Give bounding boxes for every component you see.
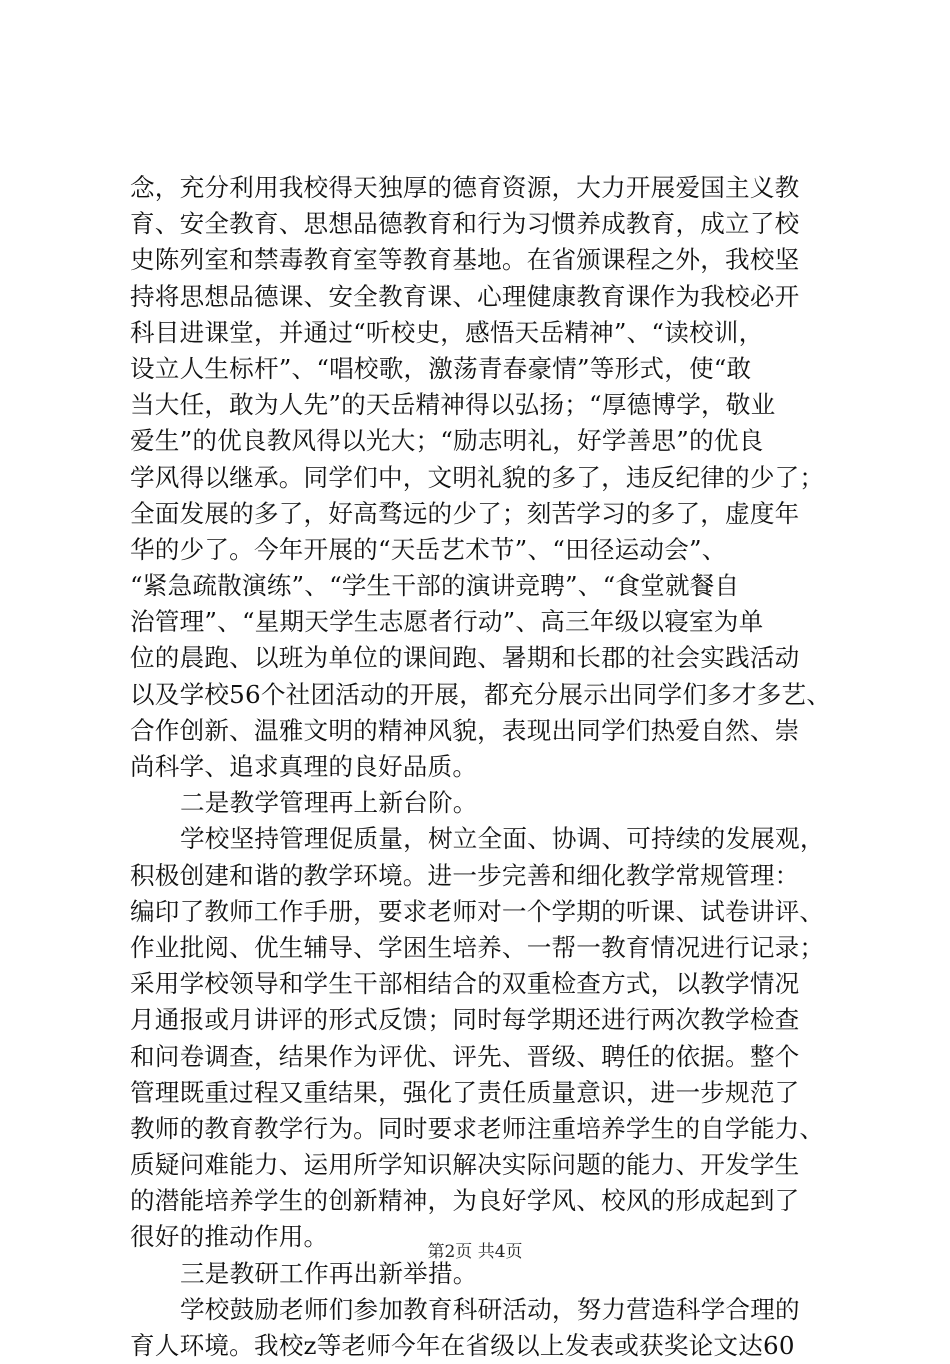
text-line: 积极创建和谐的教学环境。进一步完善和细化教学常规管理： — [130, 860, 800, 890]
text-line: 编印了教师工作手册，要求老师对一个学期的听课、试卷讲评、 — [130, 896, 825, 926]
text-line: 学校坚持管理促质量，树立全面、协调、可持续的发展观， — [180, 824, 825, 854]
text-line: 尚科学、追求真理的良好品质。 — [130, 752, 478, 781]
text-line: 华的少了。今年开展的“天岳艺术节”、“田径运动会”、 — [130, 534, 727, 564]
text-line: 月通报或月讲评的形式反馈；同时每学期还进行两次教学检查 — [130, 1005, 800, 1035]
text-line: 以及学校56个社团活动的开展，都充分展示出同学们多才多艺、 — [130, 679, 832, 709]
body-text — [130, 170, 834, 1364]
text-line: 念，充分利用我校得天独厚的德育资源，大力开展爱国主义教 — [130, 173, 800, 202]
text-line: 的潜能培养学生的创新精神，为良好学风、校风的形成起到了 — [130, 1186, 800, 1216]
text-line: 全面发展的多了，好高骛远的少了；刻苦学习的多了，虚度年 — [130, 498, 800, 528]
text-line: “紧急疏散演练”、“学生干部的演讲竞聘”、“食堂就餐自 — [130, 571, 740, 601]
text-line: 位的晨跑、以班为单位的课间跑、暑期和长郡的社会实践活动 — [130, 643, 800, 673]
text-line: 质疑问难能力、运用所学知识解决实际问题的能力、开发学生 — [130, 1150, 800, 1180]
text-line: 当大任，敢为人先”的天岳精神得以弘扬；“厚德博学，敬业 — [130, 390, 776, 420]
page-number-footer: 第2页 共4页 — [427, 1242, 523, 1262]
text-line: 管理既重过程又重结果，强化了责任质量意识，进一步规范了 — [130, 1077, 800, 1107]
text-line: 科目进课堂，并通过“听校史，感悟天岳精神”、“读校训， — [130, 317, 764, 347]
text-line: 二是教学管理再上新台阶。 — [180, 788, 478, 818]
text-line: 作业批阅、优生辅导、学困生培养、一帮一教育情况进行记录； — [130, 932, 825, 962]
text-line: 学风得以继承。同学们中，文明礼貌的多了，违反纪律的少了； — [130, 462, 825, 492]
text-line: 采用学校领导和学生干部相结合的双重检查方式，以教学情况 — [130, 969, 800, 999]
text-line: 育人环境。我校z等老师今年在省级以上发表或获奖论文达60 — [130, 1331, 795, 1360]
text-line: 很好的推动作用。 — [130, 1222, 329, 1252]
text-line: 治管理”、“星期天学生志愿者行动”、高三年级以寝室为单 — [130, 607, 764, 637]
text-line: 教师的教育教学行为。同时要求老师注重培养学生的自学能力、 — [130, 1113, 825, 1143]
text-line: 学校鼓励老师们参加教育科研活动，努力营造科学合理的 — [180, 1294, 800, 1324]
text-line: 育、安全教育、思想品德教育和行为习惯养成教育，成立了校 — [130, 209, 800, 239]
text-line: 和问卷调查，结果作为评优、评先、晋级、聘任的依据。整个 — [130, 1041, 800, 1071]
text-line: 持将思想品德课、安全教育课、心理健康教育课作为我校必开 — [130, 281, 800, 311]
text-line: 设立人生标杆”、“唱校歌，激荡青春豪情”等形式，使“敢 — [130, 353, 752, 383]
text-line: 爱生”的优良教风得以光大；“励志明礼，好学善思”的优良 — [130, 426, 764, 456]
text-line: 史陈列室和禁毒教育室等教育基地。在省颁课程之外，我校坚 — [130, 245, 800, 275]
text-line: 合作创新、温雅文明的精神风貌，表现出同学们热爱自然、崇 — [130, 715, 800, 745]
text-line: 三是教研工作再出新举措。 — [180, 1258, 478, 1288]
